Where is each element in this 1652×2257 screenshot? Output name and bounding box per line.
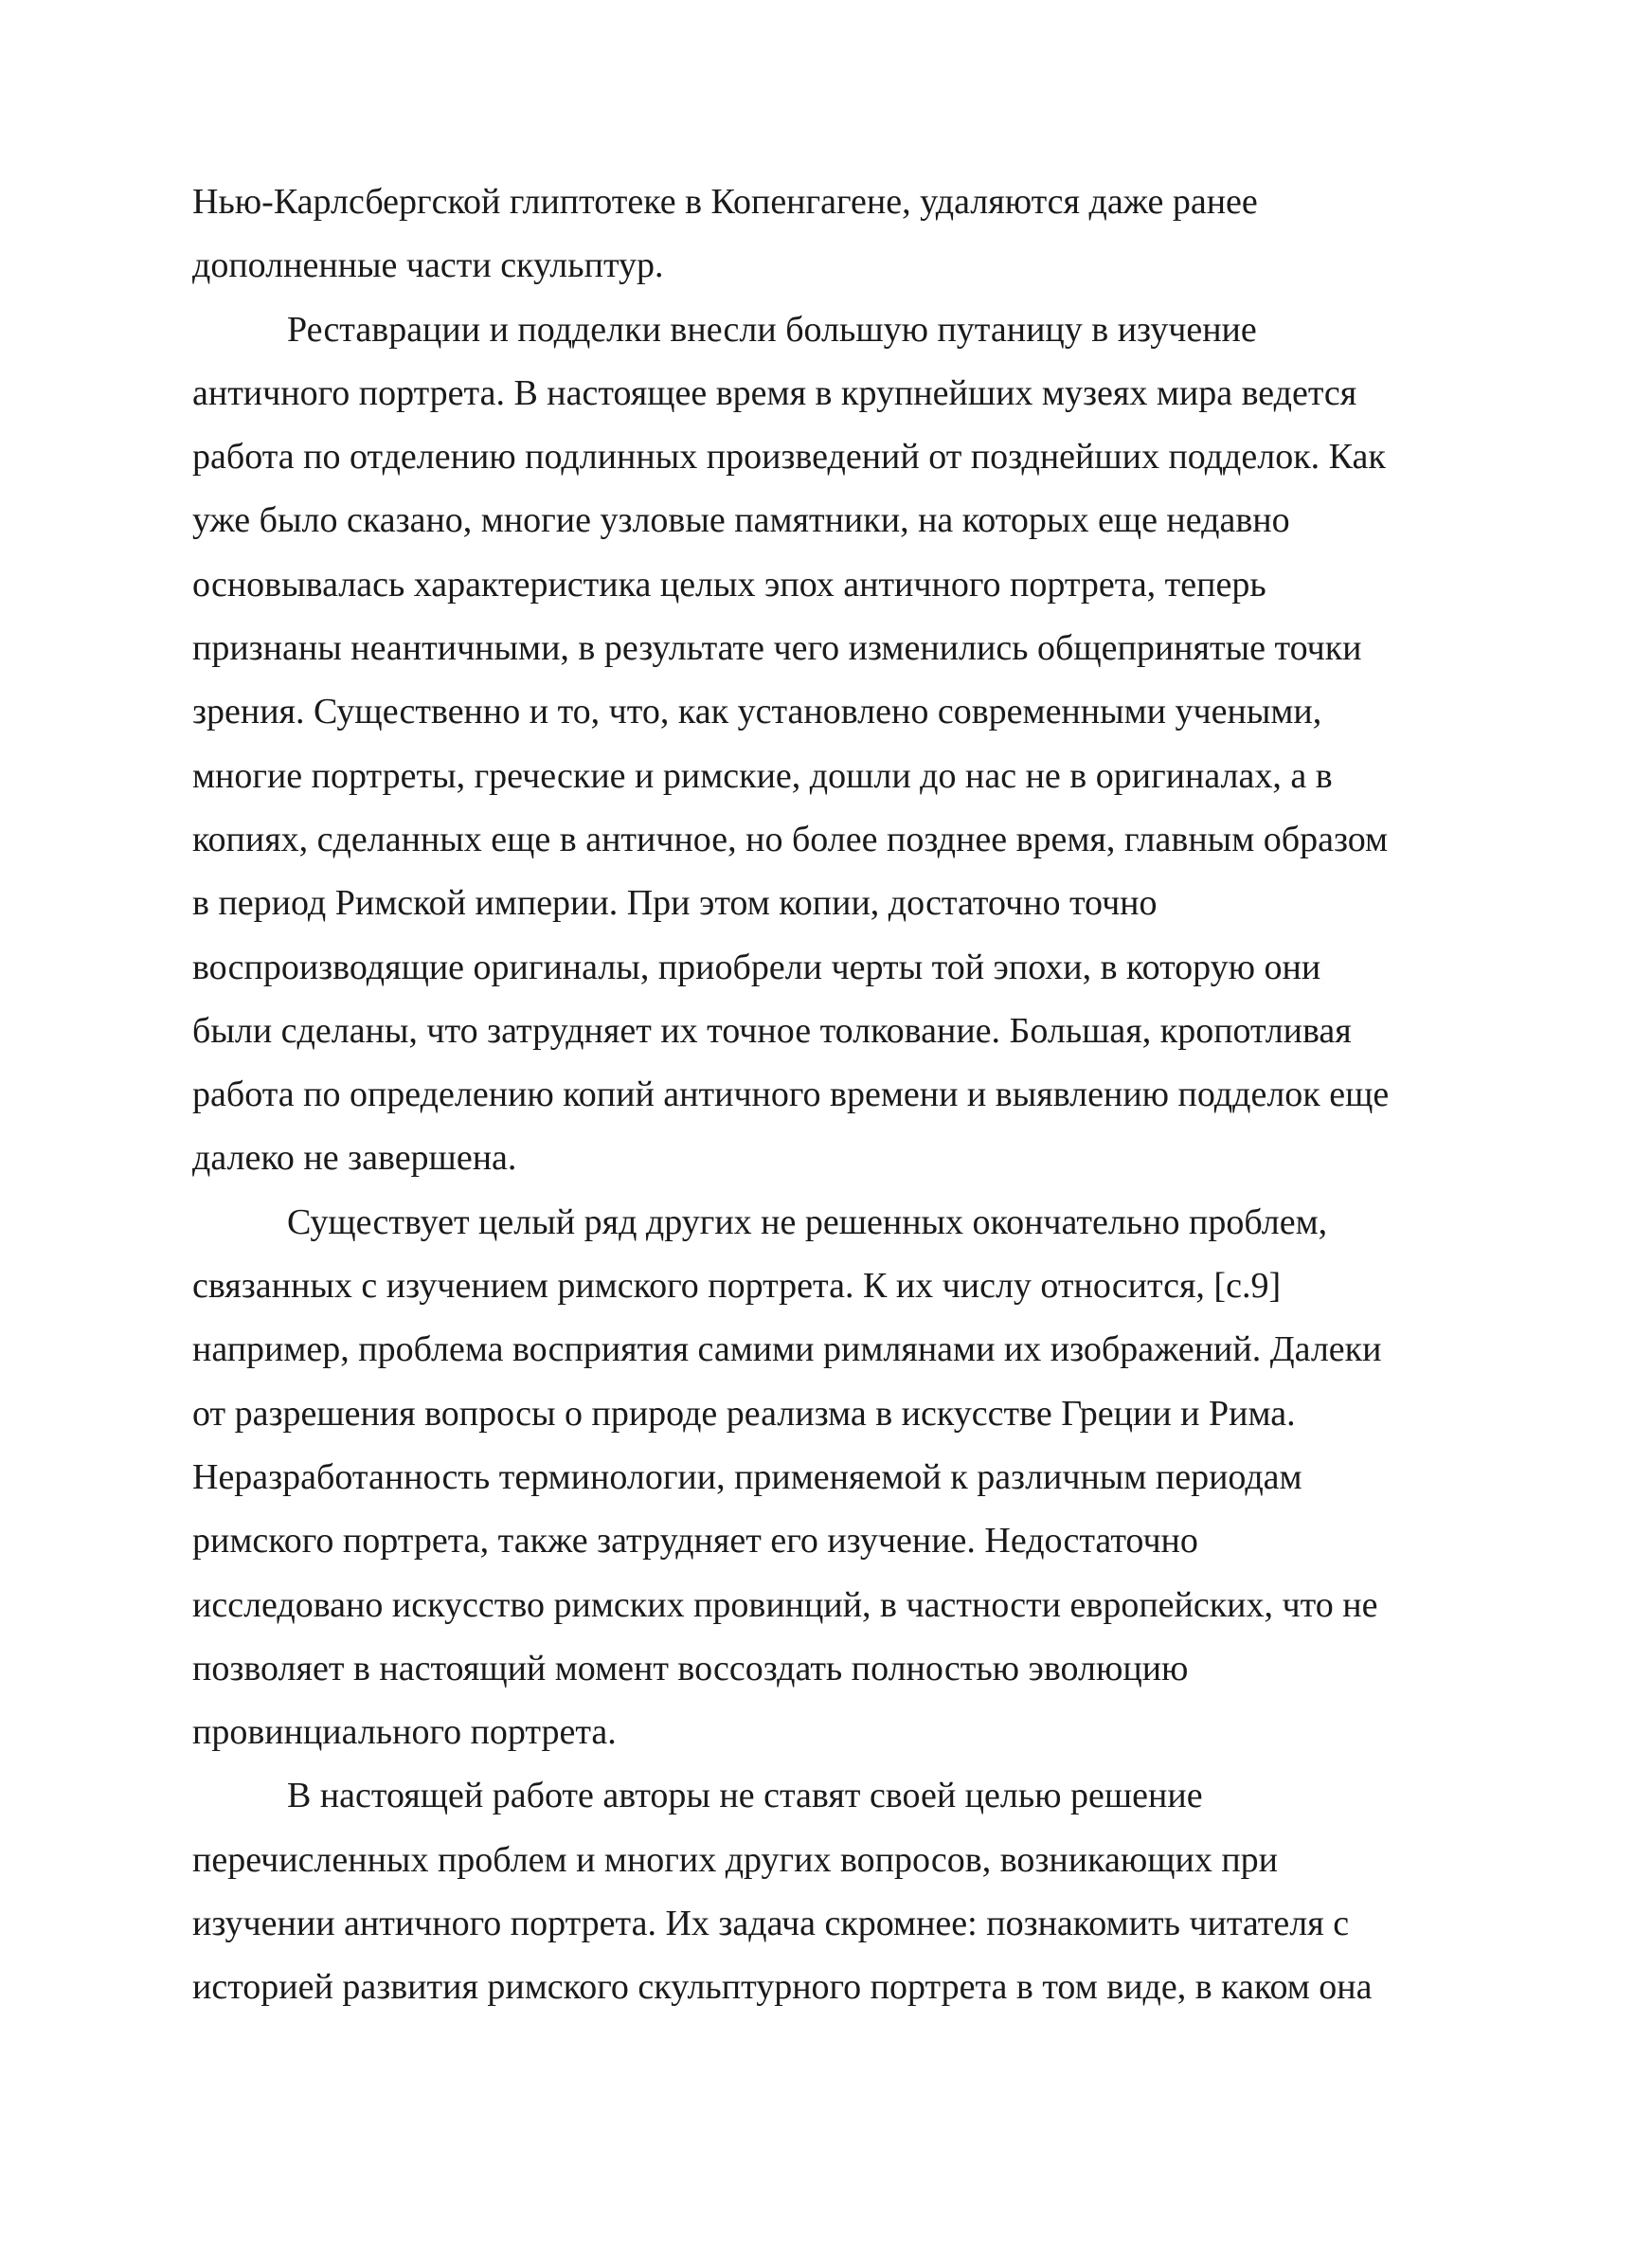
text-line: провинциального портрета. bbox=[192, 1712, 617, 1753]
text-line: в период Римской империи. При этом копии, достаточно точно bbox=[192, 883, 1158, 924]
text-line: зрения. Существенно и то, что, как установлено современными учеными, bbox=[192, 692, 1322, 732]
text-line: например, проблема восприятия самими римлянами их изображений. Далеки bbox=[192, 1329, 1382, 1370]
text-line: признаны неантичными, в результате чего изменились общепринятые точки bbox=[192, 628, 1362, 669]
text-line: были сделаны, что затрудняет их точное толкование. Большая, кропотливая bbox=[192, 1010, 1352, 1051]
text-line: Неразработанность терминологии, применяемой к различным периодам bbox=[192, 1456, 1302, 1497]
text-line: основывалась характеристика целых эпох античного портрета, теперь bbox=[192, 564, 1266, 605]
text-line: работа по отделению подлинных произведений от позднейших подделок. Как bbox=[192, 437, 1386, 478]
paragraph-first-line: В настоящей работе авторы не ставят своей целью решение bbox=[287, 1776, 1203, 1816]
text-line: связанных с изучением римского портрета. К их числу относится, [с.9] bbox=[192, 1266, 1282, 1307]
text-line: воспроизводящие оригиналы, приобрели черты той эпохи, в которую они bbox=[192, 947, 1321, 987]
text-line: историей развития римского скульптурного портрета в том виде, в каком она bbox=[192, 1967, 1373, 2008]
text-line: от разрешения вопросы о природе реализма в искусстве Греции и Рима. bbox=[192, 1393, 1296, 1434]
text-line: исследовано искусство римских провинций, в частности европейских, что не bbox=[192, 1584, 1378, 1625]
text-line: перечисленных проблем и многих других вопросов, возникающих при bbox=[192, 1839, 1279, 1880]
text-line: работа по определению копий античного времени и выявлению подделок еще bbox=[192, 1074, 1390, 1115]
text-line: римского портрета, также затрудняет его изучение. Недостаточно bbox=[192, 1521, 1198, 1562]
text-line: многие портреты, греческие и римские, дошли до нас не в оригиналах, а в bbox=[192, 755, 1333, 796]
body-text bbox=[192, 171, 1462, 2020]
text-line: античного портрета. В настоящее время в крупнейших музеях мира ведется bbox=[192, 372, 1357, 413]
text-line: Нью-Карлсбергской глиптотеке в Копенгагене, удаляются даже ранее bbox=[192, 182, 1258, 222]
text-line: изучении античного портрета. Их задача скромнее: познакомить читателя с bbox=[192, 1904, 1350, 1944]
text-line: уже было сказано, многие узловые памятники, на которых еще недавно bbox=[192, 500, 1290, 541]
text-line: дополненные части скульптур. bbox=[192, 245, 664, 286]
text-line: далеко не завершена. bbox=[192, 1138, 517, 1179]
paragraph-first-line: Существует целый ряд других не решенных окончательно проблем, bbox=[287, 1201, 1328, 1242]
paragraph-first-line: Реставрации и подделки внесли большую путаницу в изучение bbox=[287, 309, 1257, 350]
text-line: позволяет в настоящий момент воссоздать полностью эволюцию bbox=[192, 1648, 1189, 1688]
text-line: копиях, сделанных еще в античное, но более позднее время, главным образом bbox=[192, 819, 1389, 859]
